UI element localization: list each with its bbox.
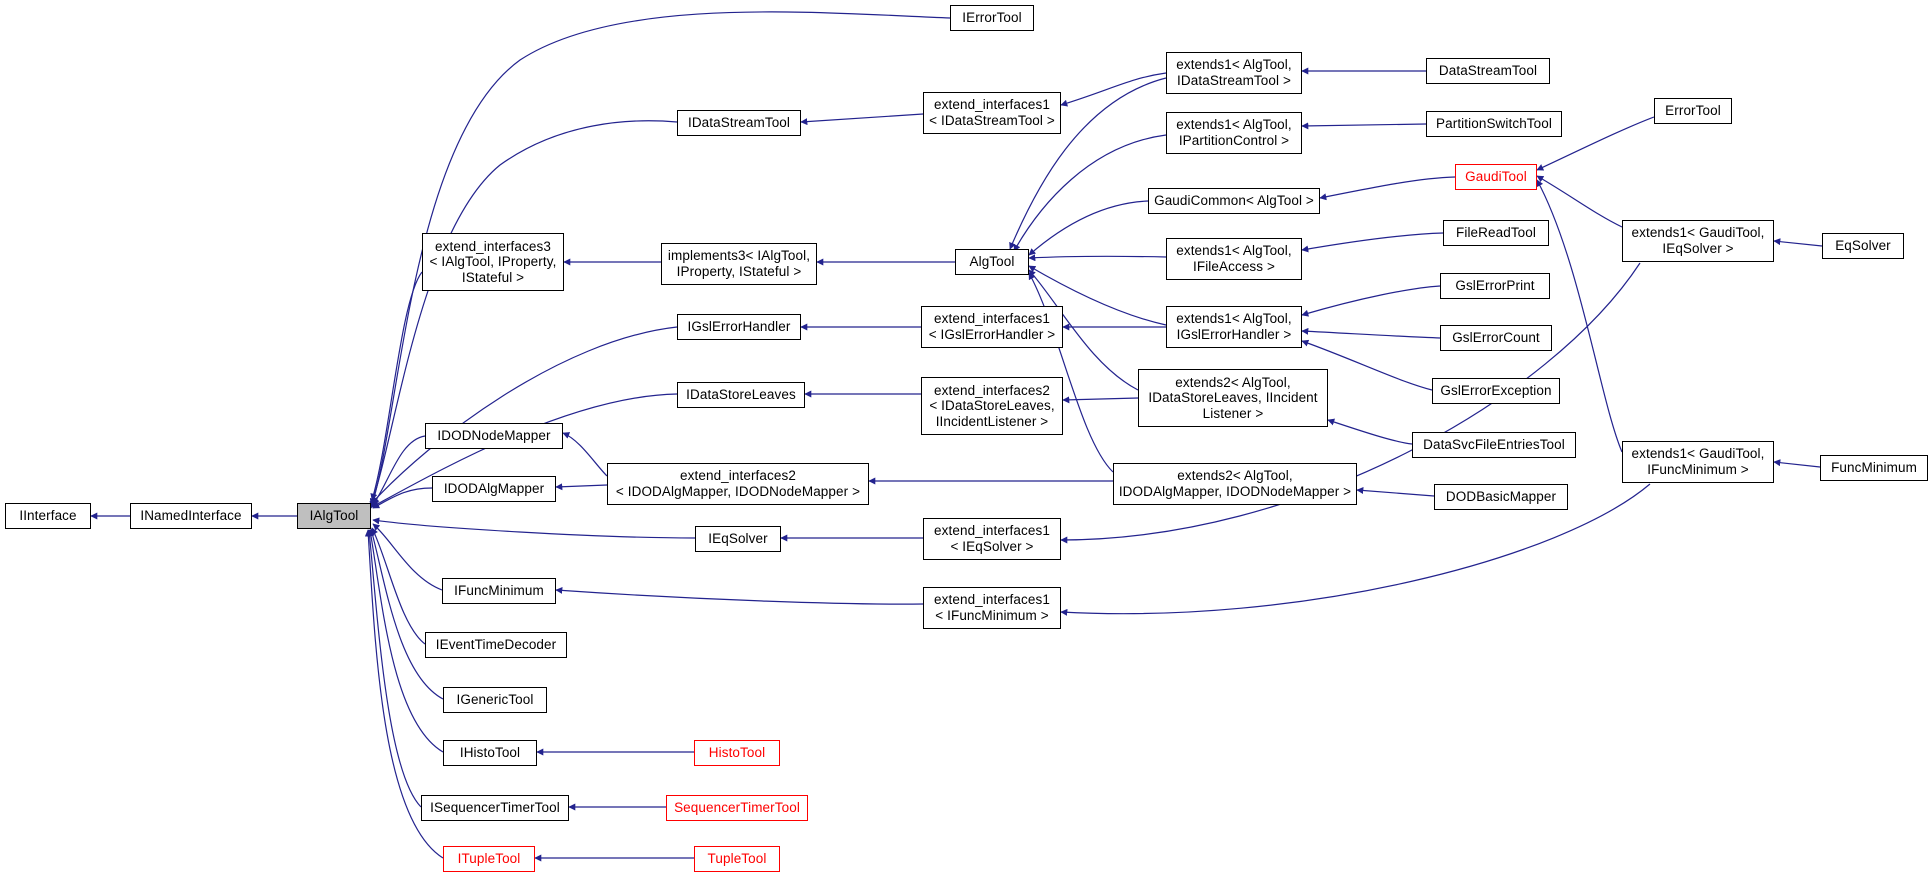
node-EqSolver[interactable]: EqSolver bbox=[1822, 233, 1904, 259]
edge-extends1_GaudiTool_IEqSolver-to-EqSolver bbox=[1774, 241, 1822, 246]
edge-IAlgTool-to-extend_interfaces3 bbox=[372, 272, 422, 500]
edge-IAlgTool-to-ISequencerTimerTool bbox=[369, 530, 421, 807]
edge-IAlgTool-to-IFuncMinimum bbox=[373, 524, 442, 590]
node-IGslErrorHandler[interactable]: IGslErrorHandler bbox=[677, 314, 801, 340]
node-GslErrorException[interactable]: GslErrorException bbox=[1432, 378, 1560, 404]
edge-GaudiTool-to-extends1_GaudiTool_IEqSolver bbox=[1537, 176, 1622, 227]
node-IEqSolver[interactable]: IEqSolver bbox=[695, 526, 781, 552]
node-extend_interfaces3[interactable]: extend_interfaces3 < IAlgTool, IProperty, IStateful > bbox=[422, 233, 564, 291]
node-SequencerTimerTool[interactable]: SequencerTimerTool bbox=[666, 795, 808, 821]
edge-AlgTool-to-extends2_AlgTool_IDODAlgMapper bbox=[1029, 273, 1113, 472]
node-IDODNodeMapper[interactable]: IDODNodeMapper bbox=[425, 423, 563, 449]
node-IErrorTool[interactable]: IErrorTool bbox=[950, 5, 1034, 31]
node-IFuncMinimum[interactable]: IFuncMinimum bbox=[442, 578, 556, 604]
node-extends1_AlgTool_IDataStreamTool[interactable]: extends1< AlgTool, IDataStreamTool > bbox=[1166, 52, 1302, 94]
edge-extends2_AlgTool_IDataStoreLeaves-to-DataSvcFileEntriesTool bbox=[1328, 420, 1412, 444]
edge-IAlgTool-to-IEventTimeDecoder bbox=[372, 528, 425, 644]
node-FileReadTool[interactable]: FileReadTool bbox=[1443, 220, 1549, 246]
node-AlgTool[interactable]: AlgTool bbox=[955, 249, 1029, 275]
node-ISequencerTimerTool[interactable]: ISequencerTimerTool bbox=[421, 795, 569, 821]
edge-extends1_AlgTool_IGslErrorHandler-to-GslErrorPrint bbox=[1302, 286, 1440, 315]
edge-IDODAlgMapper-to-extend_interfaces2_IDODAlgMapper bbox=[556, 485, 607, 487]
edge-AlgTool-to-extends1_AlgTool_IFileAccess bbox=[1029, 256, 1166, 258]
node-TupleTool[interactable]: TupleTool bbox=[694, 846, 780, 872]
node-extends1_GaudiTool_IFuncMinimum[interactable]: extends1< GaudiTool, IFuncMinimum > bbox=[1622, 441, 1774, 483]
edge-IDataStreamTool-to-extend_interfaces1_IDataStreamTool bbox=[801, 114, 923, 122]
node-ErrorTool[interactable]: ErrorTool bbox=[1654, 98, 1732, 124]
edge-extends1_AlgTool_IGslErrorHandler-to-GslErrorCount bbox=[1302, 331, 1440, 338]
edge-extends1_AlgTool_IFileAccess-to-FileReadTool bbox=[1302, 233, 1443, 250]
node-DataStreamTool[interactable]: DataStreamTool bbox=[1426, 58, 1550, 84]
node-IGenericTool[interactable]: IGenericTool bbox=[443, 687, 547, 713]
node-GaudiTool[interactable]: GaudiTool bbox=[1455, 164, 1537, 190]
node-implements3[interactable]: implements3< IAlgTool, IProperty, IStateful > bbox=[661, 243, 817, 285]
node-IDataStoreLeaves[interactable]: IDataStoreLeaves bbox=[677, 382, 805, 408]
node-GaudiCommon_AlgTool[interactable]: GaudiCommon< AlgTool > bbox=[1148, 188, 1320, 214]
node-PartitionSwitchTool[interactable]: PartitionSwitchTool bbox=[1426, 111, 1562, 137]
node-extend_interfaces2_IDODAlgMapper[interactable]: extend_interfaces2 < IDODAlgMapper, IDODNodeMapper > bbox=[607, 463, 869, 505]
edge-extends2_AlgTool_IDODAlgMapper-to-DODBasicMapper bbox=[1357, 490, 1434, 496]
edge-extend_interfaces1_IDataStreamTool-to-extends1_AlgTool_IDataStreamTool bbox=[1061, 73, 1166, 105]
node-extend_interfaces1_IEqSolver[interactable]: extend_interfaces1 < IEqSolver > bbox=[923, 518, 1061, 560]
edge-IFuncMinimum-to-extend_interfaces1_IFuncMinimum bbox=[556, 590, 923, 604]
node-extend_interfaces1_IFuncMinimum[interactable]: extend_interfaces1 < IFuncMinimum > bbox=[923, 587, 1061, 629]
edge-AlgTool-to-GaudiCommon_AlgTool bbox=[1029, 201, 1148, 255]
edge-IAlgTool-to-IGenericTool bbox=[371, 529, 443, 699]
edge-extend_interfaces2_IDataStoreLeaves-to-extends2_AlgTool_IDataStoreLeaves bbox=[1063, 398, 1138, 400]
node-extends1_GaudiTool_IEqSolver[interactable]: extends1< GaudiTool, IEqSolver > bbox=[1622, 220, 1774, 262]
node-extends1_AlgTool_IPartitionControl[interactable]: extends1< AlgTool, IPartitionControl > bbox=[1166, 112, 1302, 154]
node-IAlgTool[interactable]: IAlgTool bbox=[297, 503, 371, 529]
edge-GaudiTool-to-extends1_GaudiTool_IFuncMinimum bbox=[1537, 180, 1622, 452]
node-extend_interfaces1_IDataStreamTool[interactable]: extend_interfaces1 < IDataStreamTool > bbox=[923, 92, 1061, 134]
node-extends1_AlgTool_IGslErrorHandler[interactable]: extends1< AlgTool, IGslErrorHandler > bbox=[1166, 306, 1302, 348]
node-IHistoTool[interactable]: IHistoTool bbox=[443, 740, 537, 766]
node-DataSvcFileEntriesTool[interactable]: DataSvcFileEntriesTool bbox=[1412, 432, 1576, 458]
edge-extends1_AlgTool_IPartitionControl-to-PartitionSwitchTool bbox=[1302, 124, 1426, 126]
node-DODBasicMapper[interactable]: DODBasicMapper bbox=[1434, 484, 1568, 510]
node-IInterface[interactable]: IInterface bbox=[5, 503, 91, 529]
edge-GaudiCommon_AlgTool-to-GaudiTool bbox=[1320, 177, 1455, 198]
node-ITupleTool[interactable]: ITupleTool bbox=[443, 846, 535, 872]
edge-IAlgTool-to-IDODNodeMapper bbox=[373, 436, 425, 505]
edge-extends1_GaudiTool_IFuncMinimum-to-FuncMinimum bbox=[1774, 462, 1820, 467]
node-HistoTool[interactable]: HistoTool bbox=[694, 740, 780, 766]
node-INamedInterface[interactable]: INamedInterface bbox=[130, 503, 252, 529]
node-extends1_AlgTool_IFileAccess[interactable]: extends1< AlgTool, IFileAccess > bbox=[1166, 238, 1302, 280]
node-extends2_AlgTool_IDODAlgMapper[interactable]: extends2< AlgTool, IDODAlgMapper, IDODNodeMapper > bbox=[1113, 463, 1357, 505]
node-GslErrorPrint[interactable]: GslErrorPrint bbox=[1440, 273, 1550, 299]
edge-IDODNodeMapper-to-extend_interfaces2_IDODAlgMapper bbox=[563, 433, 607, 476]
node-GslErrorCount[interactable]: GslErrorCount bbox=[1440, 325, 1552, 351]
node-FuncMinimum[interactable]: FuncMinimum bbox=[1820, 455, 1928, 481]
edge-AlgTool-to-extends1_AlgTool_IPartitionControl bbox=[1014, 135, 1166, 251]
node-IEventTimeDecoder[interactable]: IEventTimeDecoder bbox=[425, 632, 567, 658]
node-IDODAlgMapper[interactable]: IDODAlgMapper bbox=[432, 476, 556, 502]
edge-IAlgTool-to-IDODAlgMapper bbox=[373, 488, 432, 508]
node-extend_interfaces2_IDataStoreLeaves[interactable]: extend_interfaces2 < IDataStoreLeaves, IIncidentListener > bbox=[921, 377, 1063, 435]
node-extend_interfaces1_IGslErrorHandler[interactable]: extend_interfaces1 < IGslErrorHandler > bbox=[921, 306, 1063, 348]
node-IDataStreamTool[interactable]: IDataStreamTool bbox=[677, 110, 801, 136]
node-extends2_AlgTool_IDataStoreLeaves[interactable]: extends2< AlgTool, IDataStoreLeaves, IIncident Listener > bbox=[1138, 369, 1328, 427]
edge-IAlgTool-to-IEqSolver bbox=[373, 520, 695, 538]
